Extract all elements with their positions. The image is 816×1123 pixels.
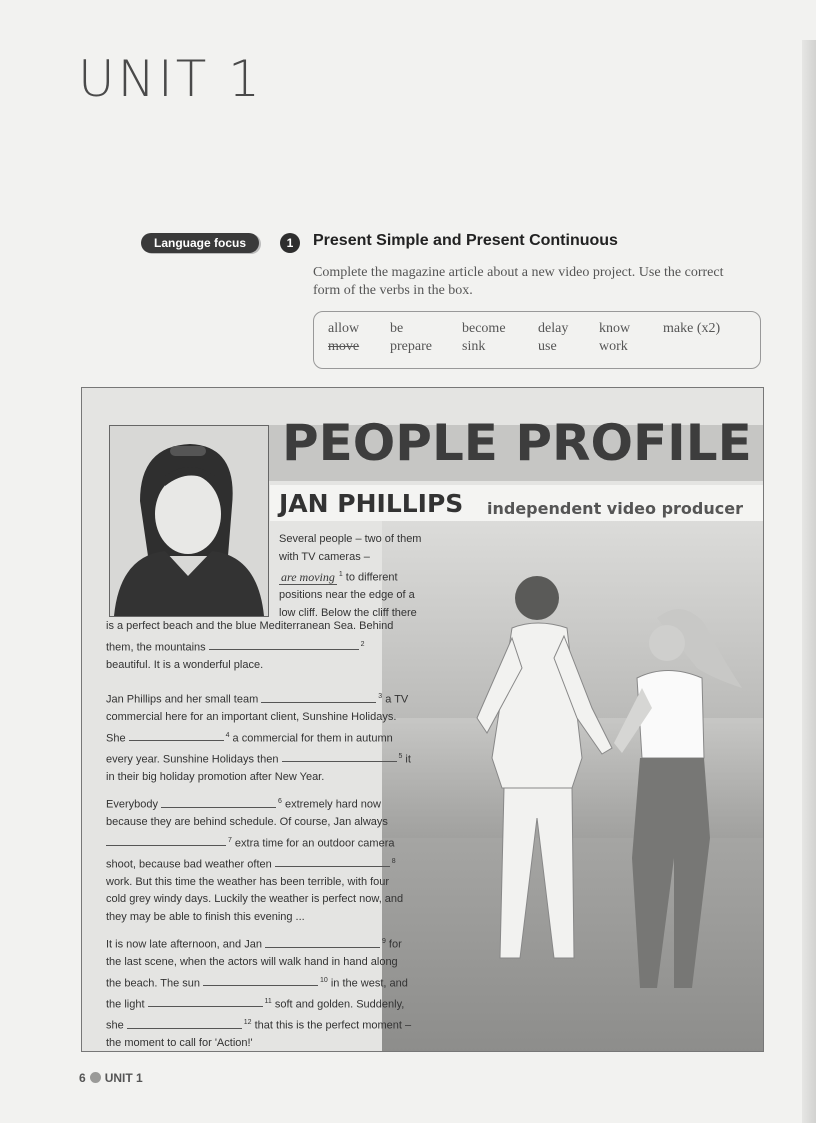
verb-work: work	[599, 339, 628, 354]
text-line: Everybody $^6$ extremely hard now	[106, 793, 403, 814]
verb-prepare: prepare	[390, 339, 432, 354]
text-line: are moving $^1$ to different	[281, 569, 398, 584]
exercise-number: 1	[280, 233, 300, 253]
verb-move: move	[328, 339, 360, 354]
text-line: cold grey windy days. Luckily the weather is perfect now, and	[106, 893, 404, 906]
text-fragment: It is now late afternoon, and Jan	[106, 938, 262, 951]
producer-name: JAN PHILLIPS	[279, 489, 464, 518]
text-line: the last scene, when the actors will walk hand in hand along	[106, 956, 398, 969]
text-fragment: extra time for an outdoor camera	[234, 837, 395, 850]
text-line: every year. Sunshine Holidays then $^5$ it	[106, 748, 411, 769]
article-title: PEOPLE PROFILE	[282, 414, 752, 472]
verb-delay: delay	[538, 321, 569, 336]
text-fragment: soft and golden. Suddenly,	[274, 998, 405, 1011]
text-line: they may be able to finish this evening ...	[106, 910, 305, 923]
verb-box	[313, 311, 761, 369]
blank-8[interactable]	[275, 855, 390, 867]
blank-3[interactable]	[261, 691, 376, 703]
text-line: $^7$ extra time for an outdoor camera	[106, 832, 403, 853]
blank-5[interactable]	[282, 750, 397, 762]
footer-unit: UNIT 1	[104, 1071, 143, 1085]
page-edge-shadow	[802, 40, 816, 1123]
text-fragment: the light	[106, 998, 145, 1011]
text-line: She $^4$ a commercial for them in autumn	[106, 727, 411, 748]
text-fragment: a commercial for them in autumn	[232, 732, 393, 745]
text-line: is a perfect beach and the blue Mediterranean Sea. Behind	[106, 620, 394, 632]
verb-become: become	[462, 321, 506, 336]
blank-4[interactable]	[129, 729, 224, 741]
verb-allow: allow	[328, 321, 360, 336]
exercise-title: Present Simple and Present Continuous	[313, 232, 618, 249]
language-focus-badge: Language focus	[141, 233, 259, 253]
text-fragment: shoot, because bad weather often	[106, 858, 272, 871]
text-fragment: Everybody	[106, 798, 158, 811]
text-fragment: Jan Phillips and her small team	[106, 693, 259, 706]
text-fragment: it	[405, 753, 411, 766]
text-line: with TV cameras –	[279, 550, 370, 563]
verb-make: make (x2)	[663, 321, 721, 336]
text-line: shoot, because bad weather often $^8$	[106, 853, 403, 874]
text-line: Several people – two of them	[279, 533, 422, 545]
blank-2[interactable]	[209, 638, 359, 650]
page-footer	[79, 1071, 143, 1085]
text-fragment: that this is the perfect moment –	[254, 1019, 412, 1032]
text-line: in their big holiday promotion after New Year.	[106, 770, 325, 783]
blank-6[interactable]	[161, 796, 276, 808]
text-line: beautiful. It is a wonderful place.	[106, 658, 264, 671]
couple-walking-illustration	[442, 558, 762, 1048]
text-fragment: in the west, and	[330, 977, 408, 990]
text-line: the moment to call for 'Action!'	[106, 1037, 253, 1050]
blank-10[interactable]	[203, 974, 318, 986]
text-line: she $^{12}$ that this is the perfect moment –	[106, 1014, 411, 1035]
article-paragraph-1-top	[279, 531, 421, 622]
text-line: because they are behind schedule. Of course, Jan always	[106, 816, 388, 829]
verb-use: use	[538, 339, 557, 354]
text-line: them, the mountains $^2$	[106, 636, 393, 657]
blank-7[interactable]	[106, 834, 226, 846]
article-paragraph-2	[106, 688, 411, 786]
blank-9[interactable]	[265, 936, 380, 948]
text-fragment: every year. Sunshine Holidays then	[106, 753, 279, 766]
producer-role: independent video producer	[487, 499, 743, 518]
text-fragment: them, the mountains	[106, 641, 206, 654]
page-number: 6	[79, 1071, 86, 1085]
article-paragraph-3	[106, 793, 403, 926]
blank-11[interactable]	[148, 995, 263, 1007]
text-fragment: extremely hard now	[284, 798, 381, 811]
text-fragment: a TV	[385, 693, 409, 706]
text-fragment: she	[106, 1019, 124, 1032]
text-line: positions near the edge of a	[279, 589, 415, 602]
text-line: work. But this time the weather has been terrible, with four	[106, 875, 390, 888]
blank-12[interactable]	[127, 1017, 242, 1029]
text-line: Jan Phillips and her small team $^3$ a TV	[106, 688, 411, 709]
text-fragment: She	[106, 732, 126, 745]
example-answer: are moving	[281, 569, 335, 584]
text-line: commercial here for an important client, Sunshine Holidays.	[106, 711, 397, 724]
exercise-instructions: Complete the magazine article about a new video project. Use the correct form of the verbs in the box.	[313, 265, 724, 298]
text-fragment: to different	[345, 571, 398, 584]
text-fragment: the beach. The sun	[106, 977, 200, 990]
unit-heading: UNIT 1	[78, 50, 263, 108]
verb-be: be	[390, 321, 404, 336]
article-paragraph-1-bottom	[106, 618, 393, 674]
text-line: the light $^{11}$ soft and golden. Suddenly,	[106, 993, 411, 1014]
magazine-article	[81, 387, 764, 1052]
text-line: low cliff. Below the cliff there	[279, 606, 417, 619]
footer-dot-icon	[90, 1072, 101, 1083]
verb-know: know	[599, 321, 631, 336]
article-paragraph-4	[106, 933, 411, 1052]
verb-sink: sink	[462, 339, 486, 354]
text-fragment: for	[388, 938, 402, 951]
text-line: It is now late afternoon, and Jan $^9$ for	[106, 933, 411, 954]
jan-phillips-photo	[109, 425, 269, 617]
text-line: the beach. The sun $^{10}$ in the west, and	[106, 972, 411, 993]
